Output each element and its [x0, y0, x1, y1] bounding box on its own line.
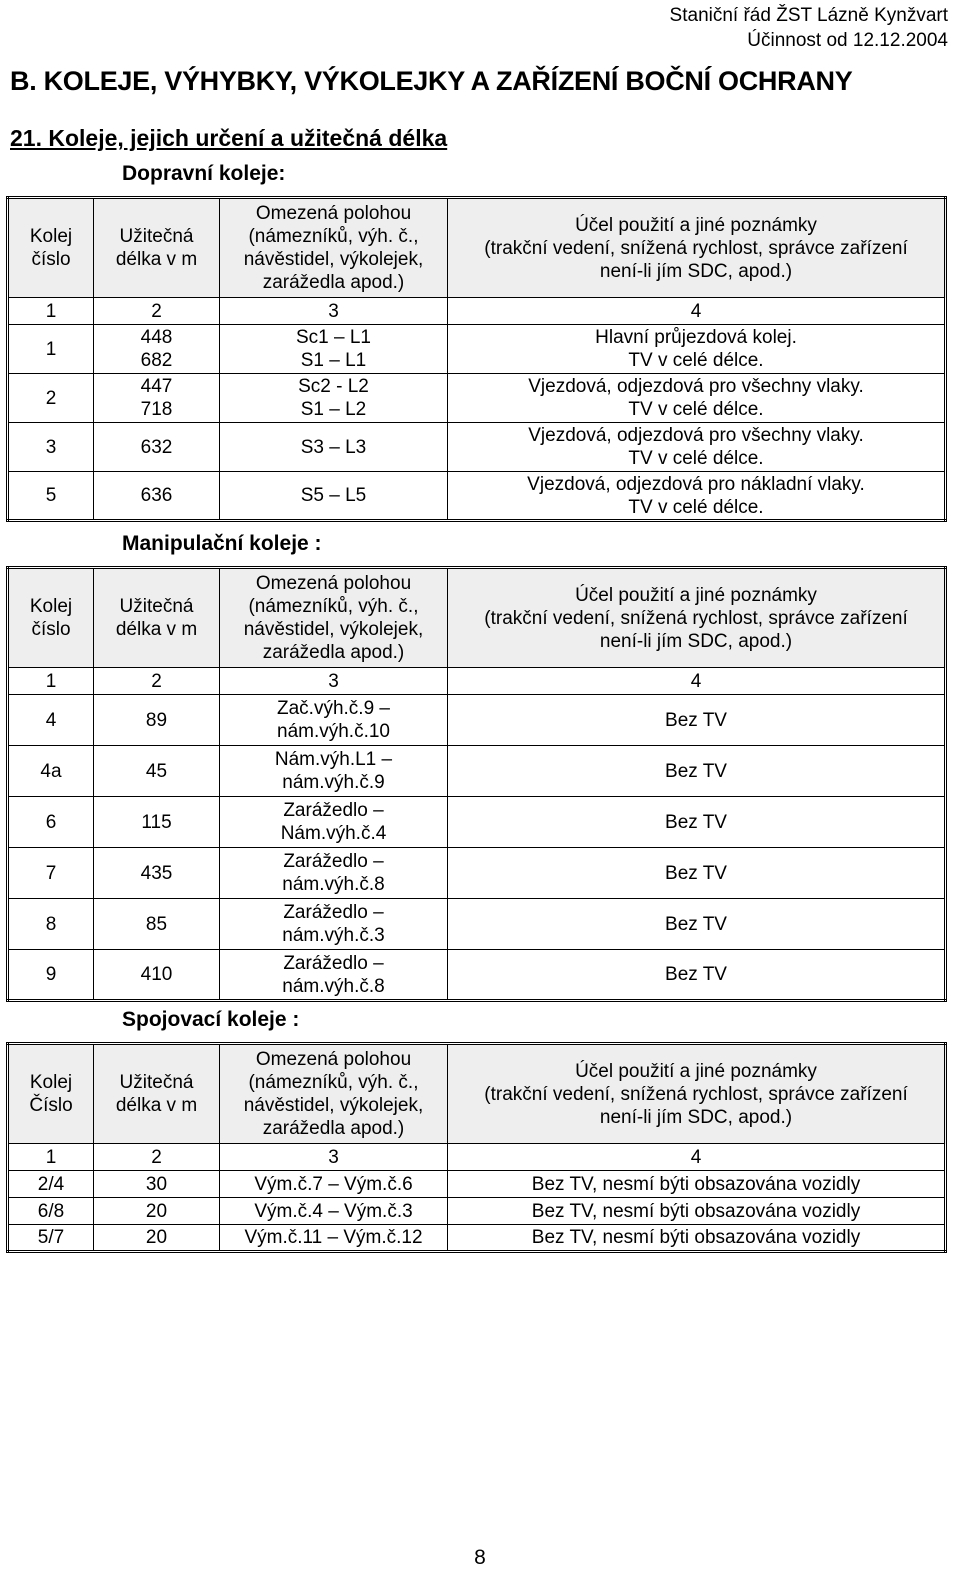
spojovaci-title: Spojovací koleje :: [122, 1008, 300, 1031]
col-number: 3: [220, 668, 448, 695]
col-number: 1: [8, 1144, 94, 1171]
header-ucel: Účel použití a jiné poznámky (trakční vedení, snížená rychlost, správce zařízení není-li jím SDC, apod.): [448, 568, 946, 668]
delka-cell: 20: [94, 1225, 220, 1252]
col-number: 1: [8, 298, 94, 325]
ucel-cell: Bez TV, nesmí býti obsazována vozidly: [448, 1198, 946, 1225]
ucel-cell: Vjezdová, odjezdová pro všechny vlaky. TV v celé délce.: [448, 374, 946, 423]
omezena-cell: Zarážedlo – nám.výh.č.8: [220, 848, 448, 899]
ucel-cell: Bez TV: [448, 746, 946, 797]
omezena-cell: Vým.č.4 – Vým.č.3: [220, 1198, 448, 1225]
kolej-cell: 5/7: [8, 1225, 94, 1252]
kolej-cell: 4: [8, 695, 94, 746]
header-omezena: Omezená polohou (námezníků, výh. č., návěstidel, výkolejek, zarážedla apod.): [220, 568, 448, 668]
delka-cell: 20: [94, 1198, 220, 1225]
header-delka: Užitečná délka v m: [94, 198, 220, 298]
table-row: [8, 899, 946, 950]
document-header: [670, 3, 948, 53]
header-omezena: Omezená polohou (námezníků, výh. č., návěstidel, výkolejek, zarážedla apod.): [220, 198, 448, 298]
header-effective-date: Účinnost od 12.12.2004: [747, 30, 948, 51]
table-row: [8, 797, 946, 848]
dopravni-table: [6, 196, 947, 522]
ucel-cell: Bez TV, nesmí býti obsazována vozidly: [448, 1171, 946, 1198]
column-number-row: [8, 668, 946, 695]
delka-cell: 448 682: [94, 325, 220, 374]
col-number: 2: [94, 298, 220, 325]
omezena-cell: Zarážedlo – nám.výh.č.3: [220, 899, 448, 950]
delka-cell: 89: [94, 695, 220, 746]
delka-cell: 632: [94, 423, 220, 472]
omezena-cell: Nám.výh.L1 – nám.výh.č.9: [220, 746, 448, 797]
table-row: [8, 1171, 946, 1198]
table-row: [8, 472, 946, 521]
table-row: [8, 374, 946, 423]
table-row: [8, 746, 946, 797]
dopravni-title: Dopravní koleje:: [122, 162, 286, 185]
spojovaci-table: [6, 1042, 947, 1253]
delka-cell: 45: [94, 746, 220, 797]
omezena-cell: Zarážedlo – Nám.výh.č.4: [220, 797, 448, 848]
column-number-row: [8, 298, 946, 325]
delka-cell: 447 718: [94, 374, 220, 423]
header-kolej: Kolej číslo: [8, 568, 94, 668]
kolej-cell: 6/8: [8, 1198, 94, 1225]
header-kolej: Kolej Číslo: [8, 1044, 94, 1144]
ucel-cell: Bez TV: [448, 695, 946, 746]
kolej-cell: 6: [8, 797, 94, 848]
col-number: 3: [220, 1144, 448, 1171]
manipulacni-title: Manipulační koleje :: [122, 532, 322, 555]
ucel-cell: Vjezdová, odjezdová pro nákladní vlaky. TV v celé délce.: [448, 472, 946, 521]
ucel-cell: Bez TV: [448, 848, 946, 899]
omezena-cell: Zač.výh.č.9 – nám.výh.č.10: [220, 695, 448, 746]
ucel-cell: Vjezdová, odjezdová pro všechny vlaky. TV v celé délce.: [448, 423, 946, 472]
table-row: [8, 695, 946, 746]
header-station: Staniční řád ŽST Lázně Kynžvart: [669, 5, 948, 26]
table-row: [8, 848, 946, 899]
header-ucel: Účel použití a jiné poznámky (trakční vedení, snížená rychlost, správce zařízení není-li jím SDC, apod.): [448, 198, 946, 298]
omezena-cell: S5 – L5: [220, 472, 448, 521]
table-row: [8, 1225, 946, 1252]
omezena-cell: S3 – L3: [220, 423, 448, 472]
ucel-cell: Bez TV, nesmí býti obsazována vozidly: [448, 1225, 946, 1252]
table-row: [8, 325, 946, 374]
table-header-row: [8, 1044, 946, 1144]
page-number: 8: [474, 1546, 486, 1569]
omezena-cell: Vým.č.11 – Vým.č.12: [220, 1225, 448, 1252]
omezena-cell: Zarážedlo – nám.výh.č.8: [220, 950, 448, 1001]
kolej-cell: 1: [8, 325, 94, 374]
table-row: [8, 950, 946, 1001]
col-number: 4: [448, 1144, 946, 1171]
subsection-title: 21. Koleje, jejich určení a užitečná délka: [10, 125, 448, 151]
col-number: 4: [448, 668, 946, 695]
ucel-cell: Bez TV: [448, 950, 946, 1001]
col-number: 2: [94, 668, 220, 695]
ucel-cell: Hlavní průjezdová kolej. TV v celé délce.: [448, 325, 946, 374]
delka-cell: 435: [94, 848, 220, 899]
column-number-row: [8, 1144, 946, 1171]
kolej-cell: 2: [8, 374, 94, 423]
col-number: 2: [94, 1144, 220, 1171]
omezena-cell: Vým.č.7 – Vým.č.6: [220, 1171, 448, 1198]
kolej-cell: 3: [8, 423, 94, 472]
header-delka: Užitečná délka v m: [94, 568, 220, 668]
ucel-cell: Bez TV: [448, 899, 946, 950]
section-title: B. KOLEJE, VÝHYBKY, VÝKOLEJKY A ZAŘÍZENÍ BOČNÍ OCHRANY: [10, 66, 853, 96]
header-kolej: Kolej číslo: [8, 198, 94, 298]
kolej-cell: 4a: [8, 746, 94, 797]
table-header-row: [8, 568, 946, 668]
header-ucel: Účel použití a jiné poznámky (trakční vedení, snížená rychlost, správce zařízení není-li jím SDC, apod.): [448, 1044, 946, 1144]
kolej-cell: 9: [8, 950, 94, 1001]
col-number: 3: [220, 298, 448, 325]
manipulacni-table: [6, 566, 947, 1002]
kolej-cell: 7: [8, 848, 94, 899]
delka-cell: 85: [94, 899, 220, 950]
header-omezena: Omezená polohou (námezníků, výh. č., návěstidel, výkolejek, zarážedla apod.): [220, 1044, 448, 1144]
table-row: [8, 1198, 946, 1225]
col-number: 4: [448, 298, 946, 325]
omezena-cell: Sc1 – L1 S1 – L1: [220, 325, 448, 374]
delka-cell: 636: [94, 472, 220, 521]
delka-cell: 30: [94, 1171, 220, 1198]
kolej-cell: 8: [8, 899, 94, 950]
delka-cell: 115: [94, 797, 220, 848]
kolej-cell: 5: [8, 472, 94, 521]
col-number: 1: [8, 668, 94, 695]
table-row: [8, 423, 946, 472]
kolej-cell: 2/4: [8, 1171, 94, 1198]
delka-cell: 410: [94, 950, 220, 1001]
header-delka: Užitečná délka v m: [94, 1044, 220, 1144]
omezena-cell: Sc2 - L2 S1 – L2: [220, 374, 448, 423]
table-header-row: [8, 198, 946, 298]
ucel-cell: Bez TV: [448, 797, 946, 848]
